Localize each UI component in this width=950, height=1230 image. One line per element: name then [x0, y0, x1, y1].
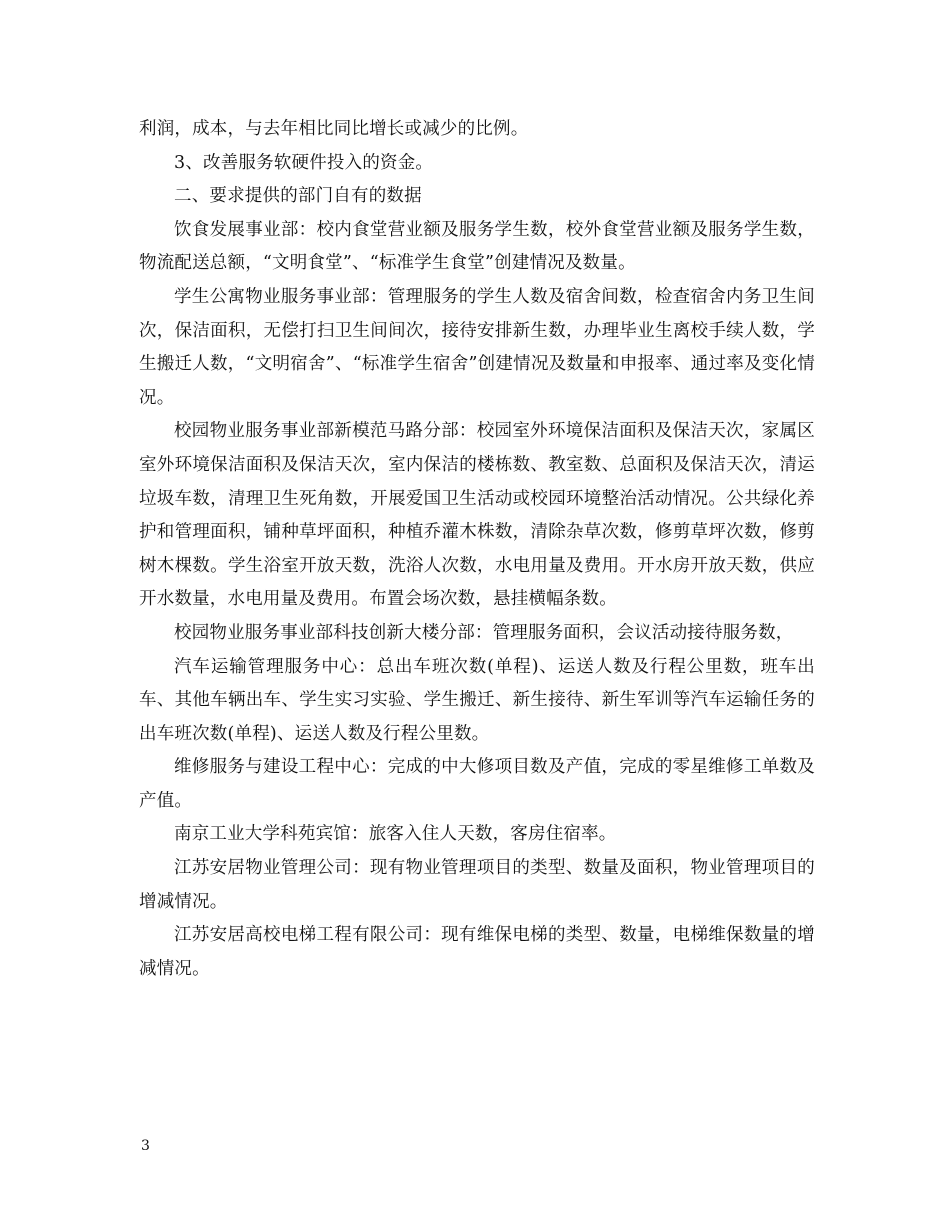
paragraph-service-investment: 3、改善服务软硬件投入的资金。: [174, 152, 434, 173]
paragraph-student-apartment-department: 学生公寓物业服务事业部：管理服务的学生人数及宿舍间数，检查宿舍内务卫生间次，保洁面积，无偿打扫卫生间间次，接待安排新生数，办理毕业生离校手续人数，学生搬迁人数，“文明宿舍”、“标准学生宿舍”创建情况及数量和申报率、通过率及变化情况。: [139, 286, 815, 408]
paragraph-campus-property-tech-branch: 校园物业服务事业部科技创新大楼分部：管理服务面积，会议活动接待服务数，: [174, 622, 794, 643]
paragraph-keyuan-hotel: 南京工业大学科苑宾馆：旅客入住人天数，客房住宿率。: [174, 824, 617, 845]
paragraph-anju-property-company: 江苏安居物业管理公司：现有物业管理项目的类型、数量及面积，物业管理项目的增减情况。: [139, 858, 815, 912]
paragraph-vehicle-transport-center: 汽车运输管理服务中心：总出车班次数(单程)、运送人数及行程公里数，班车出车、其他车辆出车、学生实习实验、学生搬迁、新生接待、新生军训等汽车运输任务的出车班次数(单程)、运送人数及行程公里数。: [139, 656, 815, 744]
document-body: [139, 113, 815, 986]
section-heading-department-data: 二、要求提供的部门自有的数据: [174, 186, 422, 207]
paragraph-profit-cost: 利润，成本，与去年相比同比增长或减少的比例。: [139, 119, 529, 139]
page-number: 3: [141, 1138, 150, 1154]
paragraph-anju-elevator-company: 江苏安居高校电梯工程有限公司：现有维保电梯的类型、数量，电梯维保数量的增减情况。: [139, 925, 815, 979]
paragraph-campus-property-mofan-branch: 校园物业服务事业部新模范马路分部：校园室外环境保洁面积及保洁天次，家属区室外环境保洁面积及保洁天次，室内保洁的楼栋数、教室数、总面积及保洁天次，清运垃圾车数，清理卫生死角数，开展爱国卫生活动或校园环境整治活动情况。公共绿化养护和管理面积，铺种草坪面积，种植乔灌木株数，清除杂草次数，修剪草坪次数，修剪树木棵数。学生浴室开放天数，洗浴人次数，水电用量及费用。开水房开放天数，供应开水数量，水电用量及费用。布置会场次数，悬挂横幅条数。: [139, 421, 815, 610]
paragraph-maintenance-construction-center: 维修服务与建设工程中心：完成的中大修项目数及产值，完成的零星维修工单数及产值。: [139, 757, 815, 811]
paragraph-catering-department: 饮食发展事业部：校内食堂营业额及服务学生数，校外食堂营业额及服务学生数，物流配送总额，“文明食堂”、“标准学生食堂”创建情况及数量。: [139, 219, 815, 274]
